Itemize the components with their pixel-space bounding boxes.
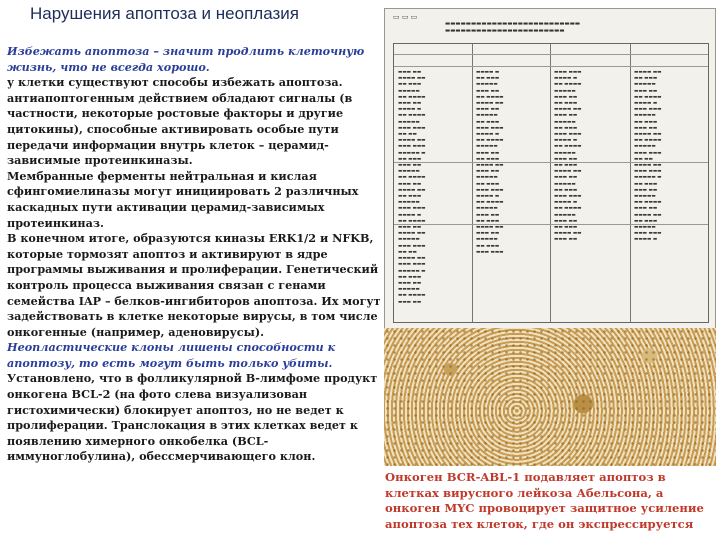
photo-caption: Онкоген BCR-ABL-1 подавляет апоптоз в клетках вирусного лейкоза Абельсона, а онкоген MYC провоцирует защитное усиление апоптоза тех клеток, где он экспрессируется (385, 470, 704, 531)
scan-column-4: ▬▬▬▬ ▬▬ ▬▬ ▬▬▬ ▬▬▬▬▬ ▬▬▬ ▬▬ ▬▬ ▬▬▬▬ ▬▬▬▬ ▬ ▬▬▬ ▬▬▬ ▬▬▬▬▬ ▬▬ ▬▬▬ ▬▬▬ ▬▬ ▬▬▬▬ ▬▬ ▬▬ ▬▬▬▬ ▬▬▬▬▬ ▬▬▬ ▬▬▬ ▬▬ ▬▬ ▬▬▬▬ ▬▬ ▬▬▬ ▬▬▬ ▬▬▬▬▬ ▬ ▬▬ ▬▬▬ ▬▬▬ ▬▬ ▬▬▬▬▬ ▬▬ ▬▬▬▬ ▬▬▬ ▬▬ ▬▬▬▬ ▬▬ ▬▬ ▬▬▬ ▬▬▬▬▬ ▬▬▬ ▬▬▬ ▬▬▬▬ ▬ (634, 70, 662, 243)
scan-column-2: ▬▬▬▬ ▬ ▬▬ ▬▬▬ ▬▬▬▬▬ ▬▬▬ ▬▬ ▬▬ ▬▬▬▬ ▬▬▬▬ ▬▬ ▬▬▬ ▬▬ ▬▬▬▬▬ ▬▬ ▬▬▬ ▬▬▬ ▬▬▬ ▬▬▬▬ ▬ ▬▬ ▬▬▬▬ ▬▬▬▬▬ ▬▬▬ ▬▬ ▬▬ ▬▬▬ ▬▬▬▬ ▬▬ ▬▬▬ ▬▬ ▬▬▬▬▬ ▬▬ ▬▬▬ ▬▬▬ ▬▬▬ ▬▬▬▬ ▬ ▬▬ ▬▬▬▬ ▬▬▬▬▬ ▬▬▬ ▬▬ ▬▬ ▬▬▬ ▬▬▬▬ ▬▬ ▬▬▬ ▬▬ ▬▬▬▬▬ ▬▬ ▬▬▬ ▬▬▬ ▬▬▬ (476, 70, 504, 255)
scan-table-grid (393, 43, 709, 323)
intro-paragraph: Избежать апоптоза – значит продлить клеточную жизнь, что не всегда хорошо. (7, 44, 365, 74)
scan-header-mark: ▭ ▭ ▭ (393, 13, 418, 21)
main-text (7, 44, 385, 465)
scan-column-3: ▬▬▬ ▬▬▬ ▬▬▬▬ ▬ ▬▬ ▬▬▬▬ ▬▬▬▬▬ ▬▬▬ ▬▬ ▬▬ ▬▬▬ ▬▬▬▬ ▬▬ ▬▬▬ ▬▬ ▬▬▬▬▬ ▬▬ ▬▬▬ ▬▬▬ ▬▬▬ ▬▬▬▬ ▬ ▬▬ ▬▬▬▬ ▬▬▬▬▬ ▬▬▬ ▬▬ ▬▬ ▬▬▬ ▬▬▬▬ ▬▬ ▬▬▬ ▬▬ ▬▬▬▬▬ ▬▬ ▬▬▬ ▬▬▬ ▬▬▬ ▬▬▬▬ ▬ ▬▬ ▬▬▬▬ ▬▬▬▬▬ ▬▬▬ ▬▬ ▬▬ ▬▬▬ ▬▬▬▬ ▬▬ ▬▬▬ ▬▬ (554, 70, 582, 243)
histology-photo (384, 328, 716, 466)
scan-column-1: ▬▬▬ ▬▬ ▬▬▬▬ ▬▬ ▬▬ ▬▬▬ ▬▬▬▬▬ ▬▬ ▬▬▬▬ ▬▬▬ ▬▬ ▬▬▬▬ ▬ ▬▬ ▬▬▬▬ ▬▬▬▬▬ ▬▬▬ ▬▬▬ ▬▬ ▬▬ ▬▬▬▬ ▬▬ ▬▬▬ ▬▬▬ ▬▬▬▬▬ ▬ ▬▬ ▬▬▬ ▬▬▬ ▬▬ ▬▬▬▬▬ ▬▬ ▬▬▬▬ ▬▬▬ ▬▬ ▬▬▬▬ ▬▬ ▬▬ ▬▬▬ ▬▬▬▬▬ ▬▬▬ ▬▬▬ ▬▬▬▬ ▬ ▬▬ ▬▬▬▬ ▬▬▬ ▬▬ ▬▬▬▬ ▬▬ ▬▬▬▬▬ ▬▬▬ ▬▬▬ ▬▬ ▬▬ ▬▬▬▬ ▬▬ ▬▬▬ ▬▬▬ ▬▬▬▬▬ ▬ ▬▬ ▬▬▬ ▬▬▬ ▬▬ ▬▬▬▬▬ ▬▬ ▬▬▬▬ ▬▬▬ ▬▬ (398, 70, 426, 305)
paragraph-antiapoptotic: у клетки существуют способы избежать апоптоза. антиапоптогенным действием обладают сигналы (в частности, некоторые ростовые факторы и другие цитокины), способные активировать особые пути передачи информации внутрь клеток – церамид-зависимые протеинкиназы. (7, 75, 353, 168)
histology-texture (384, 328, 716, 466)
paragraph-bcl2: Установлено, что в фолликулярной В-лимфоме продукт онкогена BCL-2 (на фото слева визуализован гистохимически) блокирует апоптоз, но не ведет к пролиферации. Транслокация в этих клетках ведет к появлению химерного онкобелка (BCL-иммуноглобулина), обессмерчивающего клон. (7, 371, 378, 464)
paragraph-sphingomyelinase: Мембранные ферменты нейтральная и кислая сфингомиелиназы могут инициировать 2 различных каскадных пути активации церамид-зависимых протеинкиназ. (7, 168, 359, 230)
slide-title: Нарушения апоптоза и неоплазия (30, 4, 299, 23)
paragraph-kinases: В конечном итоге, образуются киназы ERK1/2 и NFKB, которые тормозят апоптоз и активируют в ядре программы выживания и пролиферации. Генетический контроль процесса выживания связан с генами семейства IAP – белков-ингибиторов апоптоза. Их могут задействовать в клетке некоторые вирусы, в том числе онкогенные (например, аденовирусы). (7, 231, 381, 339)
scanned-table-image (384, 8, 716, 330)
paragraph-neoplastic-clones: Неопластические клоны лишены способности к апоптозу, то есть могут быть только убиты. (7, 340, 336, 370)
scan-caption-lines: ▬▬▬▬▬▬▬▬▬▬▬▬▬▬▬▬▬▬▬▬▬▬▬▬▬▬ ▬▬▬▬▬▬▬▬▬▬▬▬▬▬▬▬▬▬▬▬▬▬▬ (445, 21, 581, 34)
